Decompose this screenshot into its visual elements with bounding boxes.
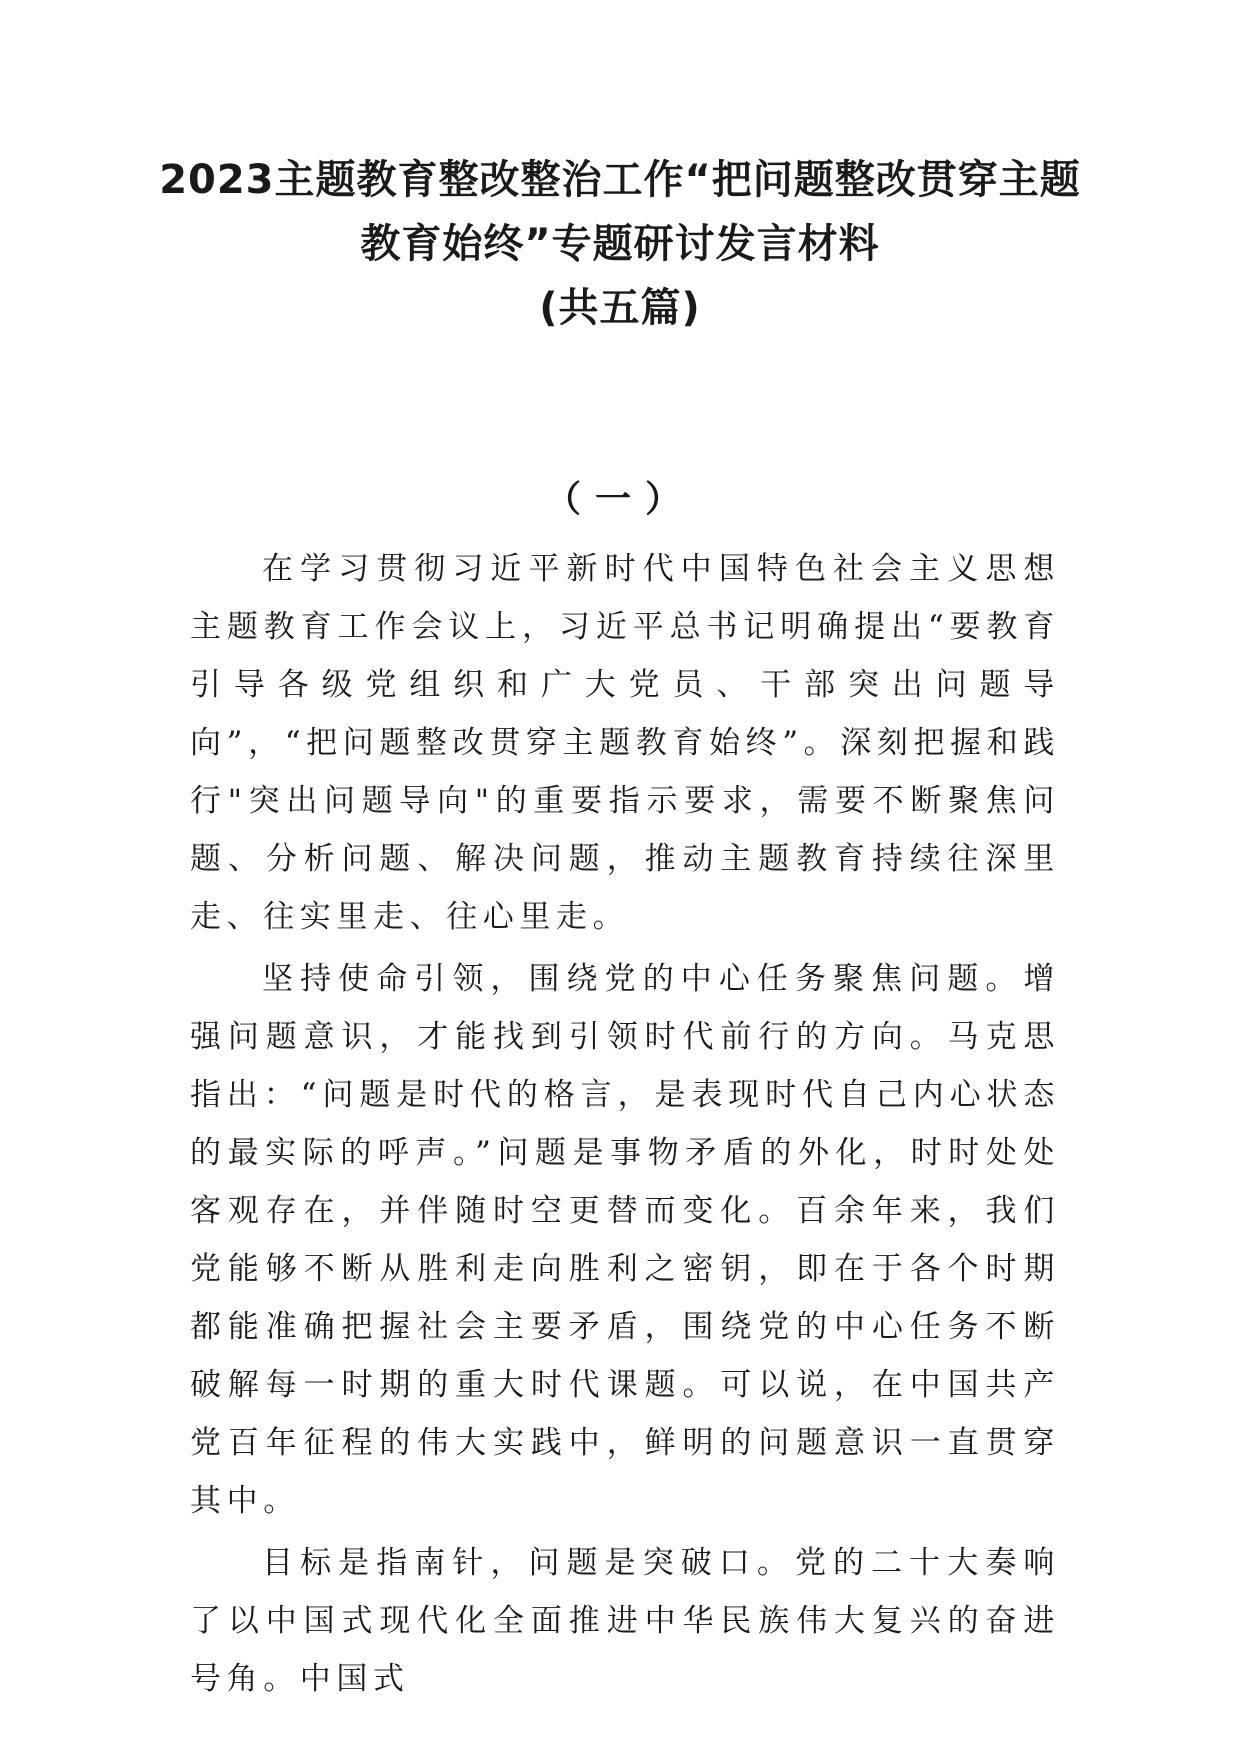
title-line-1: 2023主题教育整改整治工作“把问题整改贯穿主题 [159, 157, 1081, 203]
document-title [150, 148, 1090, 340]
title-line-2: 教育始终”专题研讨发言材料 [360, 221, 880, 267]
body-text [190, 540, 1060, 1712]
paragraph-2: 坚持使命引领，围绕党的中心任务聚焦问题。增强问题意识，才能找到引领时代前行的方向。马克思指出：“问题是时代的格言，是表现时代自己内心状态的最实际的呼声。”问题是事物矛盾的外化，时时处处客观存在，并伴随时空更替而变化。百余年来，我们党能够不断从胜利走向胜利之密钥，即在于各个时期都能准确把握社会主要矛盾，围绕党的中心任务不断破解每一时期的重大时代课题。可以说，在中国共产党百年征程的伟大实践中，鲜明的问题意识一直贯穿其中。 [190, 961, 1060, 1519]
paragraph-1: 在学习贯彻习近平新时代中国特色社会主义思想主题教育工作会议上，习近平总书记明确提出“要教育引导各级党组织和广大党员、干部突出问题导向”，“把问题整改贯穿主题教育始终”。深刻把握和践行"突出问题导向"的重要指示要求，需要不断聚焦问题、分析问题、解决问题，推动主题教育持续往深里走、往实里走、往心里走。 [190, 551, 1060, 935]
title-line-3: (共五篇) [539, 285, 701, 331]
section-heading: （一） [544, 479, 695, 520]
paragraph-3: 目标是指南针，问题是突破口。党的二十大奏响了以中国式现代化全面推进中华民族伟大复兴的奋进号角。中国式 [190, 1545, 1060, 1697]
